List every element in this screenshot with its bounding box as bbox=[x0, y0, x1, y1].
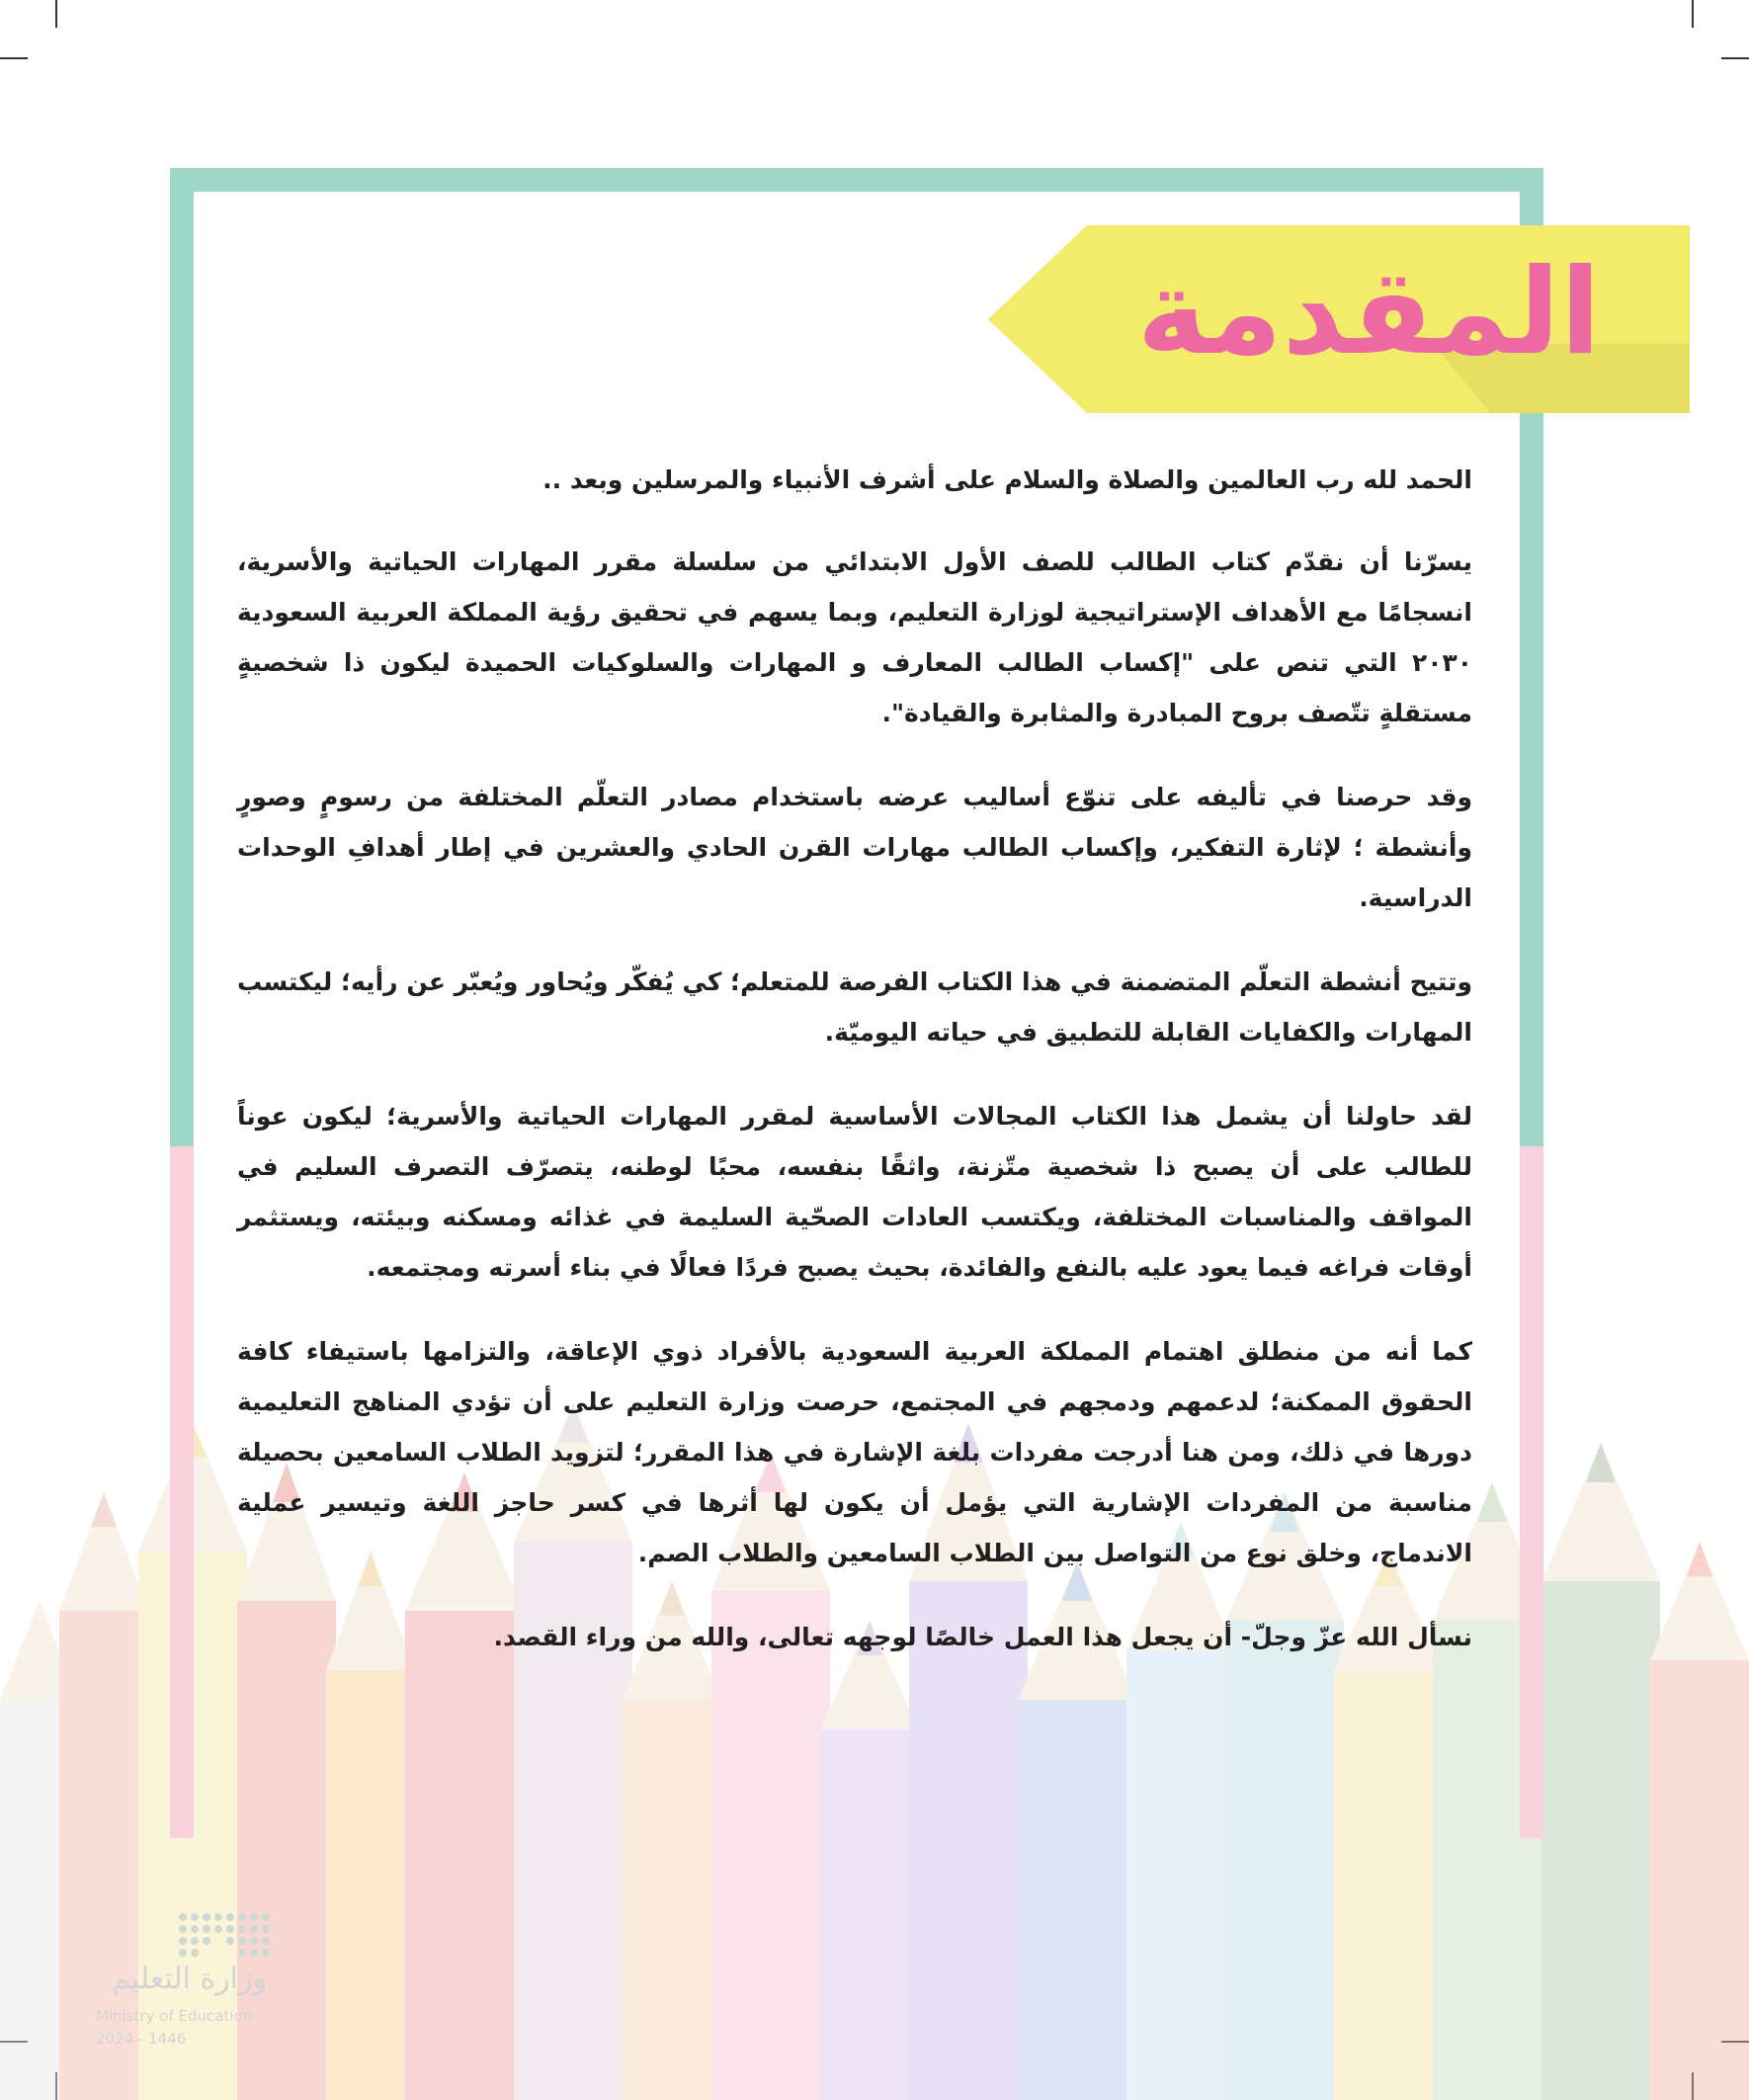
frame-left bbox=[170, 168, 194, 1146]
paragraph: وتتيح أنشطة التعلّم المتضمنة في هذا الكتاب الفرصة للمتعلم؛ كي يُفكّر ويُحاور ويُعبّر عن رأيه؛ ليكتسب المهارات والكفايات القابلة للتطبيق في حياته اليوميّة. bbox=[237, 967, 1472, 1047]
frame-right-lower bbox=[1520, 1146, 1543, 1838]
frame-top bbox=[170, 168, 1543, 192]
paragraph: وقد حرصنا في تأليفه على تنوّع أساليب عرضه باستخدام مصادر التعلّم المختلفة من رسومٍ وصورٍ وأنشطة ؛ لإثارة التفكير، وإكساب الطالب مهارات القرن الحادي والعشرين في إطار أهدافِ الوحدات الدراسية. bbox=[237, 783, 1472, 912]
crop-mark bbox=[55, 0, 57, 28]
introduction-text bbox=[237, 455, 1472, 1696]
ministry-name-arabic: وزارة التعليم bbox=[111, 1962, 267, 1996]
paragraph: نسأل الله عزّ وجلّ- أن يجعل هذا العمل خالصًا لوجهه تعالى، والله من وراء القصد. bbox=[493, 1623, 1472, 1651]
paragraph: يسرّنا أن نقدّم كتاب الطالب للصف الأول الابتدائي من سلسلة مقرر المهارات الحياتية والأسرية، انسجامًا مع الأهداف الإستراتيجية لوزارة التعليم، وبما يسهم في تحقيق رؤية المملكة العربية السعودية ٢٠٣٠ التي تنص على "إكساب الطالب المعارف و المهارات والسلوكيات الحميدة ليكون ذا شخصيةٍ مستقلةٍ تتّصف بروح المبادرة والمثابرة والقيادة". bbox=[237, 547, 1472, 727]
crop-mark bbox=[1721, 57, 1749, 59]
pencil bbox=[1650, 1542, 1749, 2100]
ministry-year: 2024 - 1446 bbox=[96, 2030, 187, 2048]
frame-left-lower bbox=[170, 1146, 194, 1838]
pencil bbox=[1541, 1443, 1660, 2100]
page-title: المقدمة bbox=[1136, 244, 1601, 381]
crop-mark bbox=[1692, 0, 1694, 28]
paragraph: الحمد لله رب العالمين والصلاة والسلام على أشرف الأنبياء والمرسلين وبعد .. bbox=[542, 465, 1472, 494]
crop-mark bbox=[0, 57, 28, 59]
ministry-name-english: Ministry of Education bbox=[96, 2007, 253, 2025]
paragraph: كما أنه من منطلق اهتمام المملكة العربية السعودية بالأفراد ذوي الإعاقة، والتزامها باستيفاء كافة الحقوق الممكنة؛ لدعمهم ودمجهم في المجتمع، حرصت وزارة التعليم على أن تؤدي المناهج التعليمية دورها في ذلك، ومن هنا أدرجت مفردات بلغة الإشارة في هذا المقرر؛ لتزويد الطلاب السامعين بحصيلة مناسبة من المفردات الإشارية التي يؤمل أن يكون لها أثرها في كسر حاجز اللغة وتيسير عملية الاندماج، وخلق نوع من التواصل بين الطلاب السامعين والطلاب الصم. bbox=[237, 1337, 1472, 1567]
paragraph: لقد حاولنا أن يشمل هذا الكتاب المجالات الأساسية لمقرر المهارات الحياتية والأسرية؛ ليكون عوناً للطالب على أن يصبح ذا شخصية متّزنة، واثقًا بنفسه، محبًا لوطنه، يتصرّف التصرف السليم في المواقف والمناسبات المختلفة، ويكتسب العادات الصحّية السليمة في غذائه ومسكنه وبيئته، ويستثمر أوقات فراغه فيما يعود عليه بالنفع والفائدة، بحيث يصبح فردًا فعالًا في بناء أسرته ومجتمعه. bbox=[237, 1102, 1472, 1282]
